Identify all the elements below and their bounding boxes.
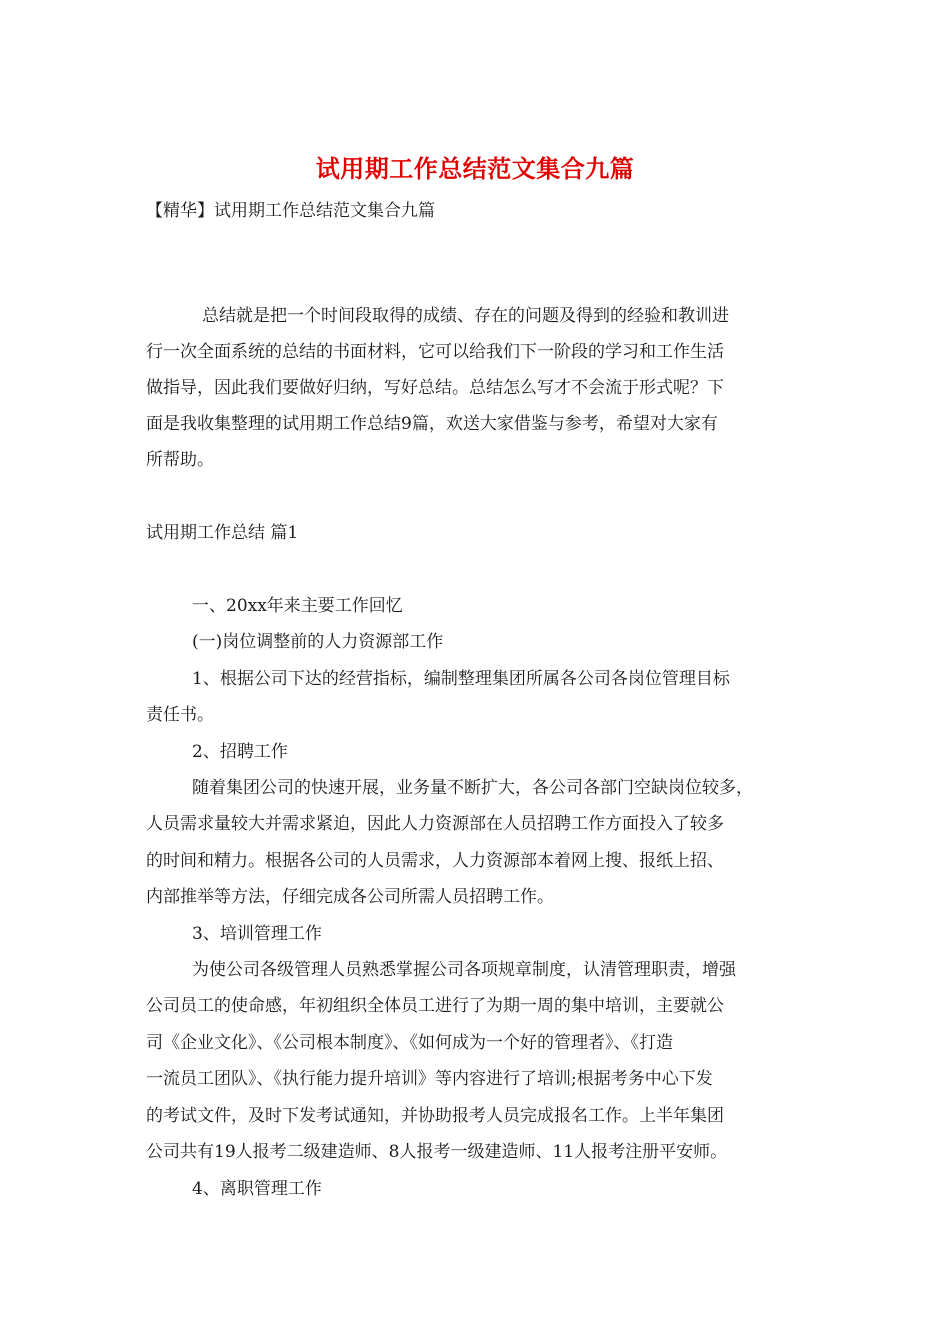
body-line: 一、20xx年来主要工作回忆	[192, 596, 403, 616]
body-line: 的考试文件，及时下发考试通知，并协助报考人员完成报名工作。上半年集团	[146, 1105, 724, 1126]
intro-paragraph	[146, 298, 806, 478]
body-line: 1、根据公司下达的经营指标，编制整理集团所属各公司各岗位管理目标	[192, 668, 730, 689]
body-line: 3、培训管理工作	[192, 923, 322, 944]
body-line: 人员需求量较大并需求紧迫，因此人力资源部在人员招聘工作方面投入了较多	[146, 814, 724, 835]
document-subtitle: 【精华】试用期工作总结范文集合九篇	[146, 201, 435, 221]
body-line: 司《企业文化》、《公司根本制度》、《如何成为一个好的管理者》、《打造	[146, 1032, 673, 1053]
body-line: 2、招聘工作	[192, 741, 288, 762]
body-line: 随着集团公司的快速开展，业务量不断扩大，各公司各部门空缺岗位较多，	[192, 778, 753, 799]
section-heading: 试用期工作总结 篇1	[146, 523, 299, 543]
body-line: 一流员工团队》、《执行能力提升培训》等内容进行了培训;根据考务中心下发	[146, 1069, 713, 1090]
body-line: 为使公司各级管理人员熟悉掌握公司各项规章制度，认清管理职责，增强	[192, 960, 736, 981]
body-line: 公司共有19人报考二级建造师、8人报考一级建造师、11人报考注册平安师。	[146, 1142, 728, 1163]
body-line: 的时间和精力。根据各公司的人员需求，人力资源部本着网上搜、报纸上招、	[146, 850, 724, 871]
intro-line: 行一次全面系统的总结的书面材料，它可以给我们下一阶段的学习和工作生活	[146, 342, 724, 362]
intro-line: 面是我收集整理的试用期工作总结9篇，欢送大家借鉴与参考，希望对大家有	[146, 414, 718, 434]
body-line: 责任书。	[146, 705, 214, 726]
intro-line: 所帮助。	[146, 450, 214, 470]
body-line: 4、离职管理工作	[192, 1178, 322, 1199]
intro-line: 总结就是把一个时间段取得的成绩、存在的问题及得到的经验和教训进	[202, 306, 729, 326]
body-line: 公司员工的使命感，年初组织全体员工进行了为期一周的集中培训，主要就公	[146, 996, 724, 1017]
body-line: 内部推举等方法，仔细完成各公司所需人员招聘工作。	[146, 887, 554, 908]
body-content	[146, 588, 816, 1207]
document-title: 试用期工作总结范文集合九篇	[315, 154, 635, 183]
intro-line: 做指导，因此我们要做好归纳，写好总结。总结怎么写才不会流于形式呢？下	[146, 378, 724, 398]
body-line: (一)岗位调整前的人力资源部工作	[192, 632, 444, 653]
